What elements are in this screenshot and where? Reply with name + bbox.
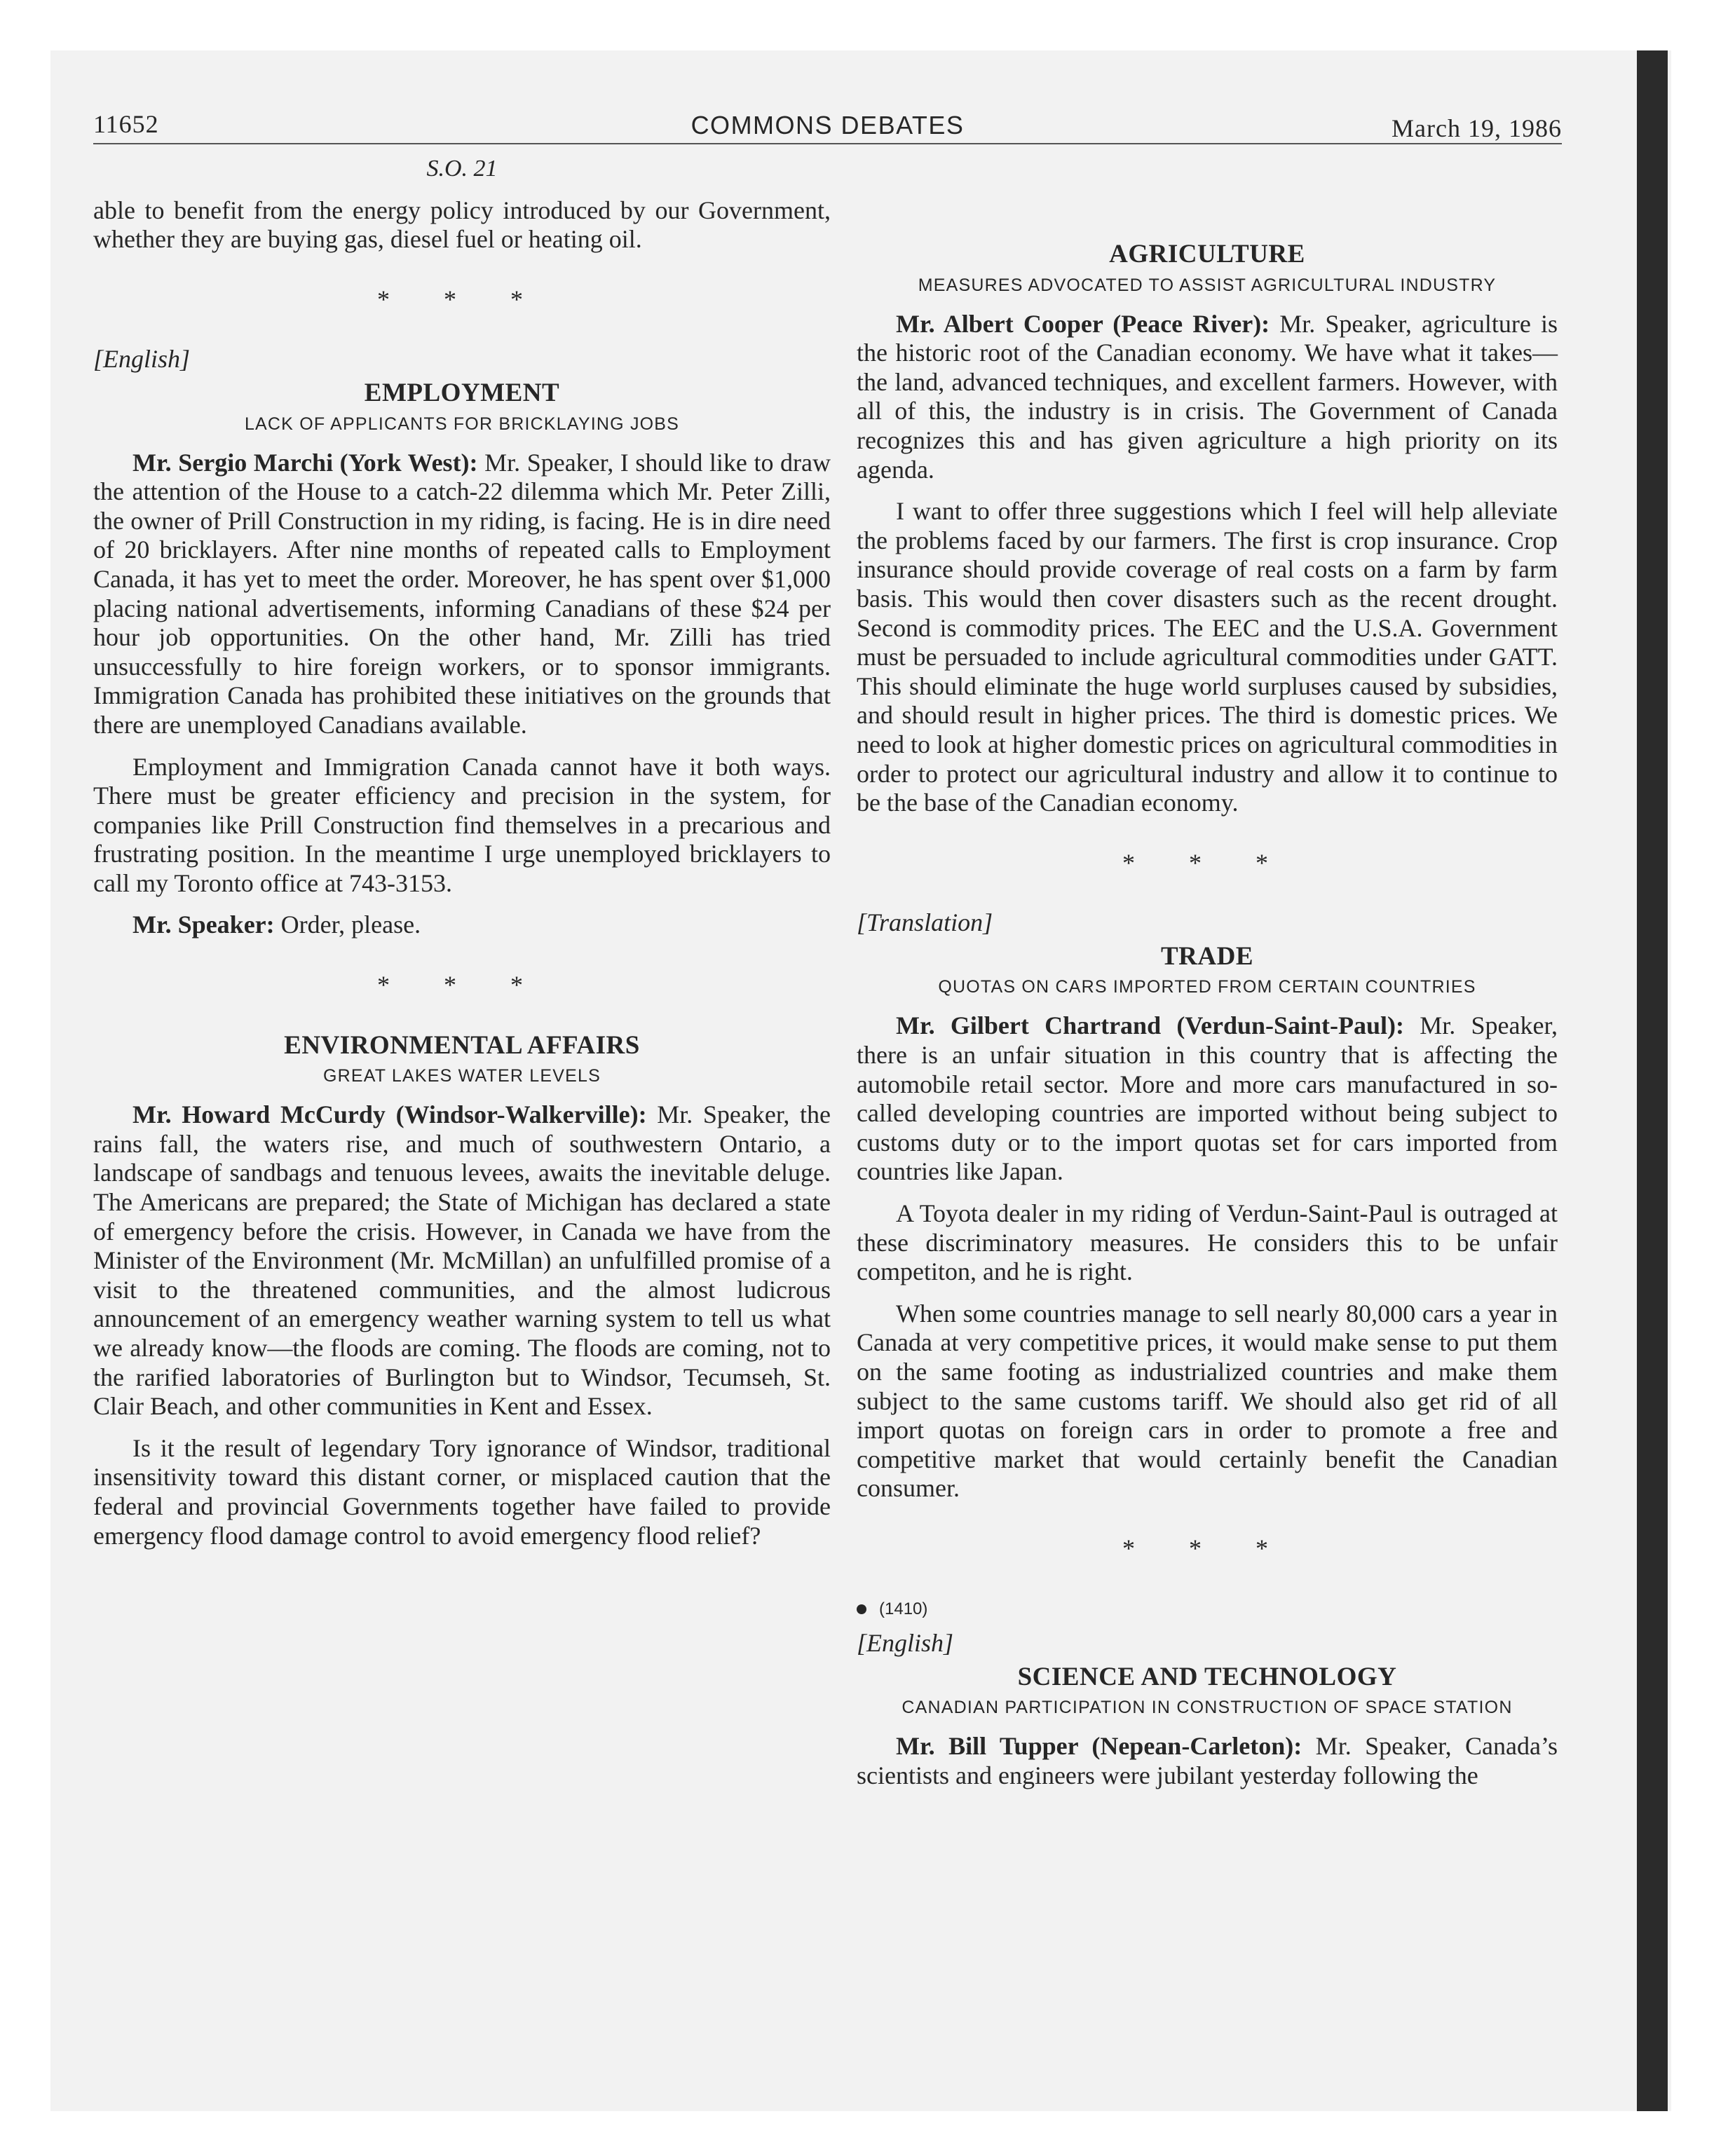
section-separator: * * * [1122, 848, 1292, 877]
section-heading-environment: ENVIRONMENTAL AFFAIRS [284, 1030, 640, 1060]
standing-order-label: S.O. 21 [426, 156, 498, 182]
section-subheading-environment: GREAT LAKES WATER LEVELS [322, 1066, 601, 1086]
speaker-order [93, 910, 831, 940]
section-separator: * * * [1122, 1534, 1292, 1562]
statement-paragraph: A Toyota dealer in my riding of Verdun-Saint-Paul is outraged at these discriminatory measures. He considers this to be unfair competiton, and he is right. [857, 1199, 1558, 1286]
statement-paragraph: I want to offer three suggestions which I feel will help alleviate the problems faced by our farmers. The first is crop insurance. Crop insurance should provide coverage of real costs on a farm by farm basis. This would then cover disasters such as the recent drought. Second is commodity prices. The EEC and the U.S.A. Government must be persuaded to include agricultural commodities under GATT. This should eliminate the huge world surpluses caused by subsidies, and should result in higher prices. The third is domestic prices. We need to look at higher domestic prices on agricultural commodities in order to protect our agricultural industry and allow it to continue to be the base of the Canadian economy. [857, 497, 1558, 817]
section-subheading-agriculture: MEASURES ADVOCATED TO ASSIST AGRICULTURAL INDUSTRY [918, 275, 1497, 295]
section-heading-trade: TRADE [1160, 941, 1254, 971]
scan-edge [1637, 50, 1668, 2111]
section-separator: * * * [377, 971, 547, 999]
statement-text: Mr. Speaker, I should like to draw the attention of the House to a catch-22 dilemma which Mr. Peter Zilli, the owner of Prill Construction in my riding, is facing. He is in dire need of 20 bricklayers. After nine months of repeated calls to Employment Canada, it has yet to meet the order. Moreover, he has spent over $1,000 placing national advertisements, informing Canadians of these $24 per hour job opportunities. On the other hand, Mr. Zilli has tried unsuccessfully to hire foreign workers, or to sponsor immigrants. Immigration Canada has prohibited these initiatives on the grounds that there are unemployed Canadians available. [93, 448, 831, 739]
statement-paragraph: Is it the result of legendary Tory ignorance of Windsor, traditional insensitivity toward this distant corner, or misplaced caution that the federal and provincial Governments together have failed to provide emergency flood damage control to avoid emergency flood relief? [93, 1433, 831, 1550]
language-marker: [Translation] [857, 908, 993, 937]
speaker-name: Mr. Sergio Marchi (York West): [132, 448, 478, 477]
intro-paragraph: able to benefit from the energy policy introduced by our Government, whether they are buying gas, diesel fuel or heating oil. [93, 196, 831, 254]
section-subheading-science: CANADIAN PARTICIPATION IN CONSTRUCTION OF SPACE STATION [901, 1698, 1513, 1718]
timestamp [857, 1595, 1558, 1624]
section-heading-employment: EMPLOYMENT [364, 378, 560, 407]
statement-paragraph [93, 1100, 831, 1421]
publication-title: COMMONS DEBATES [690, 111, 965, 139]
speaker-name: Mr. Howard McCurdy (Windsor-Walkerville): [132, 1100, 647, 1129]
statement-text: Mr. Speaker, the rains fall, the waters rise, and much of southwestern Ontario, a landscape of sandbags and tenuous levees, awaits the inevitable deluge. The Americans are prepared; the State of Michigan has declared a state of emergency before the crisis. However, in Canada we have from the Minister of the Environment (Mr. McMillan) an unfulfilled promise of a visit to the threatened communities, and the almost ludicrous announcement of an emergency weather warning system to tell us what we already know—the floods are coming. The floods are coming, not to the rarified laboratories of Burlington but to Windsor, Tecumseh, St. Clair Beach, and other communities in Kent and Essex. [93, 1100, 831, 1421]
statement-paragraph [93, 449, 831, 740]
speaker-name: Mr. Albert Cooper (Peace River): [896, 309, 1270, 338]
statement-paragraph [857, 310, 1558, 485]
section-subheading-employment: LACK OF APPLICANTS FOR BRICKLAYING JOBS [244, 414, 680, 434]
statement-paragraph [857, 1011, 1558, 1187]
left-column [93, 154, 831, 1563]
statement-text: Mr. Speaker, agriculture is the historic root of the Canadian economy. We have what it takes—the land, advanced techniques, and excellent farmers. However, with all of this, the industry is in crisis. The Government of Canada recognizes this and has given agriculture a high priority on its agenda. [857, 309, 1558, 484]
statement-text: Mr. Speaker, Canada’s scientists and engineers were jubilant yesterday following the [857, 1732, 1558, 1789]
right-column [857, 154, 1558, 1803]
section-heading-agriculture: AGRICULTURE [1109, 240, 1305, 268]
running-header [93, 97, 1562, 144]
speaker-name: Mr. Gilbert Chartrand (Verdun-Saint-Paul): [896, 1011, 1405, 1040]
bullet-icon [857, 1604, 866, 1614]
statement-text: Mr. Speaker, there is an unfair situation in this country that is affecting the automobile retail sector. More and more cars manufactured in so-called developing countries are imported without being subject to customs duty or to the import quotas set for cars imported from countries like Japan. [857, 1011, 1558, 1186]
publication-date: March 19, 1986 [1392, 114, 1562, 142]
statement-paragraph: When some countries manage to sell nearly 80,000 cars a year in Canada at very competitive prices, it would make sense to put them on the same footing as industrialized countries and make them subject to the same customs tariff. We should also get rid of all import quotas on foreign cars in order to promote a free and competitive market that would certainly benefit the Canadian consumer. [857, 1299, 1558, 1503]
statement-paragraph [857, 1732, 1558, 1790]
language-marker: [English] [857, 1629, 954, 1658]
page-number: 11652 [93, 110, 159, 138]
section-separator: * * * [377, 285, 547, 313]
speaker-name: Mr. Bill Tupper (Nepean-Carleton): [896, 1732, 1302, 1761]
timestamp-text: (1410) [879, 1599, 928, 1618]
language-marker: [English] [93, 345, 191, 374]
section-subheading-trade: QUOTAS ON CARS IMPORTED FROM CERTAIN COUNTRIES [938, 977, 1476, 997]
statement-text: Order, please. [274, 910, 421, 939]
section-heading-science: SCIENCE AND TECHNOLOGY [1017, 1662, 1397, 1691]
statement-paragraph: Employment and Immigration Canada cannot have it both ways. There must be greater efficiency and precision in the system, for companies like Prill Construction find themselves in a precarious and frustrating position. In the meantime I urge unemployed bricklayers to call my Toronto office at 743-3153. [93, 752, 831, 897]
speaker-name: Mr. Speaker: [132, 910, 275, 939]
